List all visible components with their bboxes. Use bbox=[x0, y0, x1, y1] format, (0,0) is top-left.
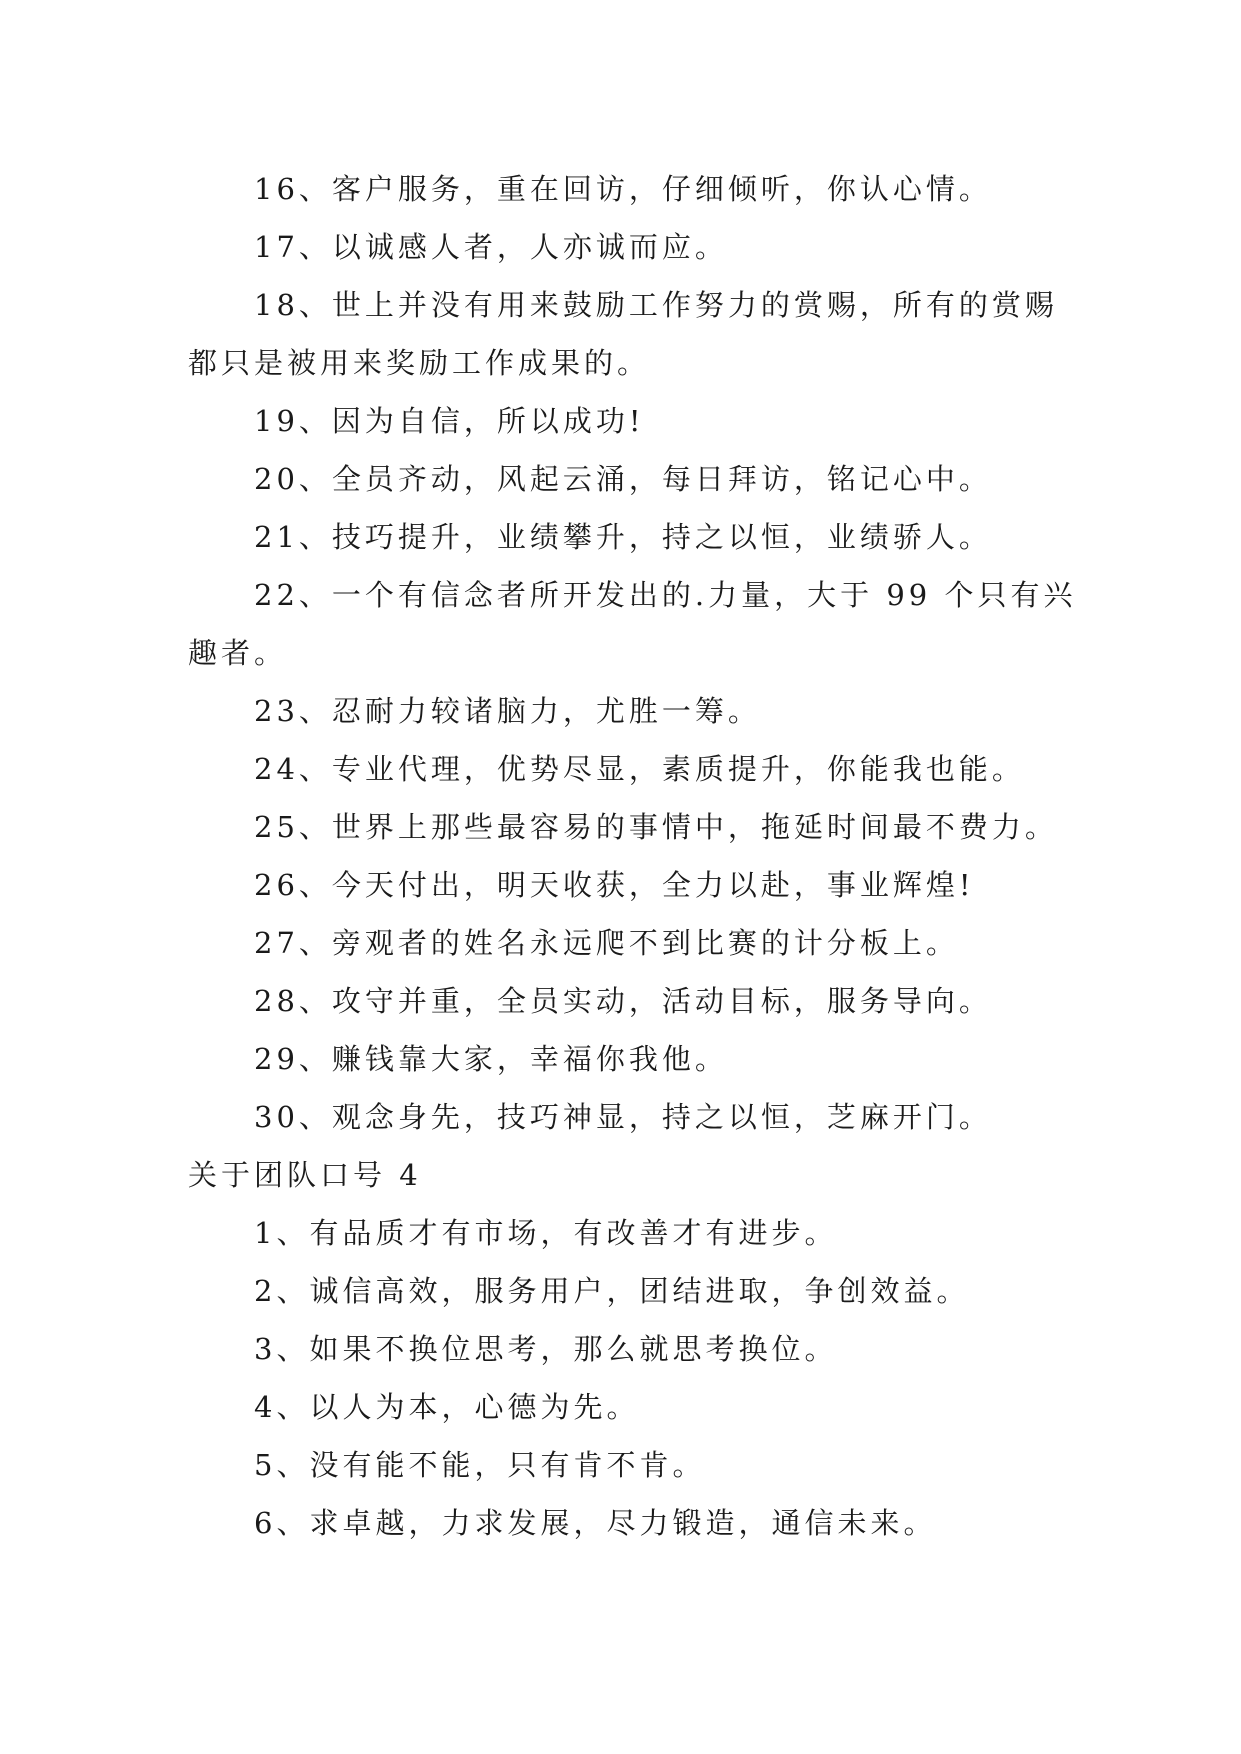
slogan-item-25: 25、世界上那些最容易的事情中，拖延时间最不费力。 bbox=[254, 810, 1058, 844]
team-slogan-item-3: 3、如果不换位思考，那么就思考换位。 bbox=[254, 1332, 838, 1366]
slogan-item-28: 28、攻守并重，全员实动，活动目标，服务导向。 bbox=[254, 984, 992, 1018]
slogan-item-22-line-2: 趣者。 bbox=[188, 636, 288, 670]
slogan-item-27: 27、旁观者的姓名永远爬不到比赛的计分板上。 bbox=[254, 926, 959, 960]
team-slogan-item-5: 5、没有能不能，只有肯不肯。 bbox=[254, 1448, 706, 1482]
team-slogan-item-6: 6、求卓越，力求发展，尽力锻造，通信未来。 bbox=[254, 1506, 937, 1540]
slogan-item-26: 26、今天付出，明天收获，全力以赴，事业辉煌! bbox=[254, 868, 975, 902]
slogan-item-29: 29、赚钱靠大家，幸福你我他。 bbox=[254, 1042, 728, 1076]
document-body bbox=[188, 160, 1077, 1552]
slogan-item-24: 24、专业代理，优势尽显，素质提升，你能我也能。 bbox=[254, 752, 1025, 786]
slogan-item-17: 17、以诚感人者，人亦诚而应。 bbox=[254, 230, 728, 264]
team-slogan-item-1: 1、有品质才有市场，有改善才有进步。 bbox=[254, 1216, 838, 1250]
slogan-item-22-line-1: 22、一个有信念者所开发出的.力量，大于 99 个只有兴 bbox=[254, 578, 1077, 612]
slogan-item-18-line-2: 都只是被用来奖励工作成果的。 bbox=[188, 346, 651, 380]
slogan-item-18-line-1: 18、世上并没有用来鼓励工作努力的赏赐，所有的赏赐 bbox=[254, 288, 1058, 322]
team-slogan-item-2: 2、诚信高效，服务用户，团结进取，争创效益。 bbox=[254, 1274, 970, 1308]
section-heading: 关于团队口号 4 bbox=[188, 1158, 422, 1192]
slogan-item-23: 23、忍耐力较诸脑力，尤胜一筹。 bbox=[254, 694, 761, 728]
slogan-item-16: 16、客户服务，重在回访，仔细倾听，你认心情。 bbox=[254, 172, 992, 206]
slogan-item-21: 21、技巧提升，业绩攀升，持之以恒，业绩骄人。 bbox=[254, 520, 992, 554]
slogan-item-30: 30、观念身先，技巧神显，持之以恒，芝麻开门。 bbox=[254, 1100, 992, 1134]
team-slogan-item-4: 4、以人为本，心德为先。 bbox=[254, 1390, 640, 1424]
slogan-item-19: 19、因为自信，所以成功! bbox=[254, 404, 645, 438]
slogan-item-20: 20、全员齐动，风起云涌，每日拜访，铭记心中。 bbox=[254, 462, 992, 496]
